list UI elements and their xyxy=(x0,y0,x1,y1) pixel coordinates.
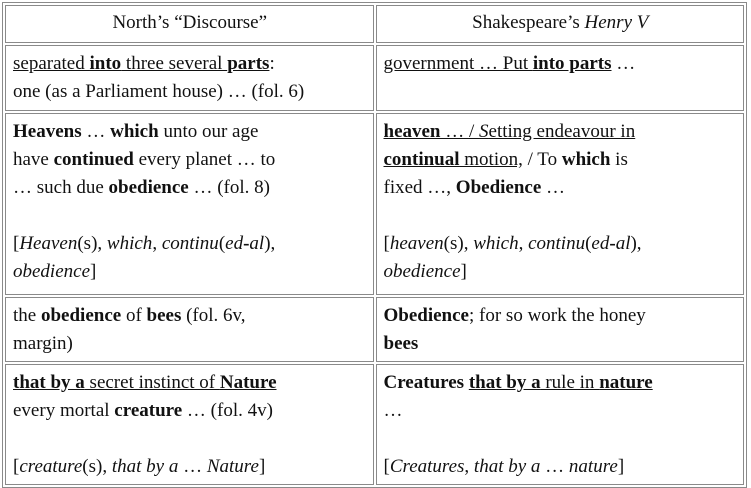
header-henry-v-title: Henry V xyxy=(584,12,649,33)
cell-henry xyxy=(376,113,745,295)
text-run: into parts xyxy=(532,53,612,74)
text-run: Nature xyxy=(219,372,277,393)
paragraph-gap xyxy=(13,425,367,453)
header-henry-v-prefix: Shakespeare’s xyxy=(472,12,585,33)
text-run: every mortal xyxy=(13,400,115,421)
text-run: Obedience xyxy=(455,177,542,198)
cell-north xyxy=(5,364,374,485)
text-run: creature xyxy=(114,400,183,421)
header-row xyxy=(5,5,744,43)
text-run: which xyxy=(106,233,153,254)
text-run: , xyxy=(152,233,162,254)
text-run: ( xyxy=(585,233,592,254)
text-run: … xyxy=(540,456,569,477)
text-run: parts xyxy=(227,53,270,74)
text-run: that by a xyxy=(473,456,541,477)
text-run: obedience xyxy=(13,261,91,282)
text-run: fixed …, xyxy=(383,177,456,198)
text-run: / To xyxy=(522,149,562,170)
text-run: … xyxy=(611,53,636,74)
text-run: rule in xyxy=(540,372,600,393)
text-run: continu xyxy=(528,233,586,254)
text-run: ] xyxy=(617,456,625,477)
text-run: ed xyxy=(591,233,610,254)
cell-henry xyxy=(376,364,745,485)
text-run: motion, xyxy=(459,149,523,170)
text-run: … xyxy=(178,456,207,477)
text-run: bees xyxy=(383,333,419,354)
text-run: creature xyxy=(19,456,83,477)
text-run: which xyxy=(110,121,159,142)
text-run: continual xyxy=(383,149,460,170)
header-henry-v xyxy=(376,5,745,43)
text-run: the xyxy=(13,305,41,326)
text-run: into xyxy=(89,53,122,74)
cell-henry xyxy=(376,45,745,111)
text-run: [ xyxy=(383,233,390,254)
text-run: every planet … to xyxy=(133,149,276,170)
text-run: unto our age xyxy=(158,121,259,142)
text-run: Heaven xyxy=(19,233,78,254)
cell-north xyxy=(5,297,374,362)
text-run: margin) xyxy=(13,333,73,354)
text-run: government … Put xyxy=(383,53,533,74)
text-run: … (fol. 4v) xyxy=(182,400,273,421)
text-run: that by a xyxy=(13,372,85,393)
table-row xyxy=(5,45,744,111)
text-run: three several xyxy=(121,53,228,74)
paragraph-gap xyxy=(13,202,367,230)
paragraph-gap xyxy=(384,202,738,230)
text-run: one (as a Parliament house) … (fol. 6) xyxy=(13,81,305,102)
cell-north xyxy=(5,113,374,295)
text-run: … xyxy=(541,177,566,198)
text-run: Creatures xyxy=(389,456,465,477)
text-run: Obedience xyxy=(383,305,469,326)
text-run: heaven xyxy=(389,233,444,254)
text-run: obedience xyxy=(383,261,461,282)
text-run: is xyxy=(610,149,628,170)
text-run: … xyxy=(81,121,111,142)
text-run: [ xyxy=(13,233,20,254)
text-run: ; for so work the honey xyxy=(469,305,646,326)
text-run: … / xyxy=(440,121,480,142)
text-run: (s), xyxy=(443,233,474,254)
text-run: separated xyxy=(13,53,90,74)
text-run: that by a xyxy=(468,372,541,393)
text-run: heaven xyxy=(383,121,441,142)
table-row xyxy=(5,297,744,362)
text-run: which xyxy=(561,149,611,170)
text-run: S xyxy=(479,121,489,142)
text-run: Heavens xyxy=(13,121,82,142)
text-run: of xyxy=(121,305,147,326)
text-run: ] xyxy=(90,261,97,282)
text-run: (fol. 6v, xyxy=(181,305,246,326)
text-run: continu xyxy=(161,233,219,254)
text-run: ), xyxy=(264,233,276,254)
text-run: obedience xyxy=(40,305,122,326)
text-run: (s), xyxy=(82,456,112,477)
text-run: obedience xyxy=(108,177,189,198)
text-run: al xyxy=(615,233,631,254)
text-run: , xyxy=(464,456,474,477)
text-run: etting endeavour in xyxy=(488,121,636,142)
text-run: … (fol. 8) xyxy=(188,177,270,198)
text-run: ed xyxy=(225,233,244,254)
text-run: ), xyxy=(630,233,642,254)
text-run: which xyxy=(473,233,519,254)
text-run: continued xyxy=(53,149,134,170)
text-run: nature xyxy=(568,456,618,477)
text-run: … xyxy=(383,400,403,421)
comparison-table-wrapper xyxy=(2,2,747,483)
paragraph-gap xyxy=(384,425,738,453)
text-run: - xyxy=(243,233,250,254)
text-run: bees xyxy=(146,305,182,326)
text-run: , xyxy=(518,233,529,254)
text-run: secret instinct of xyxy=(84,372,220,393)
text-run: : xyxy=(269,53,275,74)
table-row xyxy=(5,113,744,295)
table-row xyxy=(5,364,744,485)
text-run: [ xyxy=(13,456,20,477)
cell-north xyxy=(5,45,374,111)
text-run: nature xyxy=(599,372,653,393)
text-run: Nature xyxy=(206,456,259,477)
comparison-table xyxy=(2,2,747,488)
text-run: ] xyxy=(258,456,266,477)
text-run: … such due xyxy=(13,177,109,198)
text-run: al xyxy=(249,233,265,254)
text-run: have xyxy=(13,149,54,170)
header-north-discourse-label: North’s “Discourse” xyxy=(112,12,268,33)
header-north-discourse xyxy=(5,5,374,43)
text-run: (s), xyxy=(77,233,107,254)
cell-henry xyxy=(376,297,745,362)
text-run: ] xyxy=(460,261,467,282)
text-run: that by a xyxy=(111,456,179,477)
text-run: - xyxy=(609,233,616,254)
text-run: ( xyxy=(218,233,226,254)
text-run: Creatures xyxy=(383,372,465,393)
text-run: [ xyxy=(383,456,390,477)
